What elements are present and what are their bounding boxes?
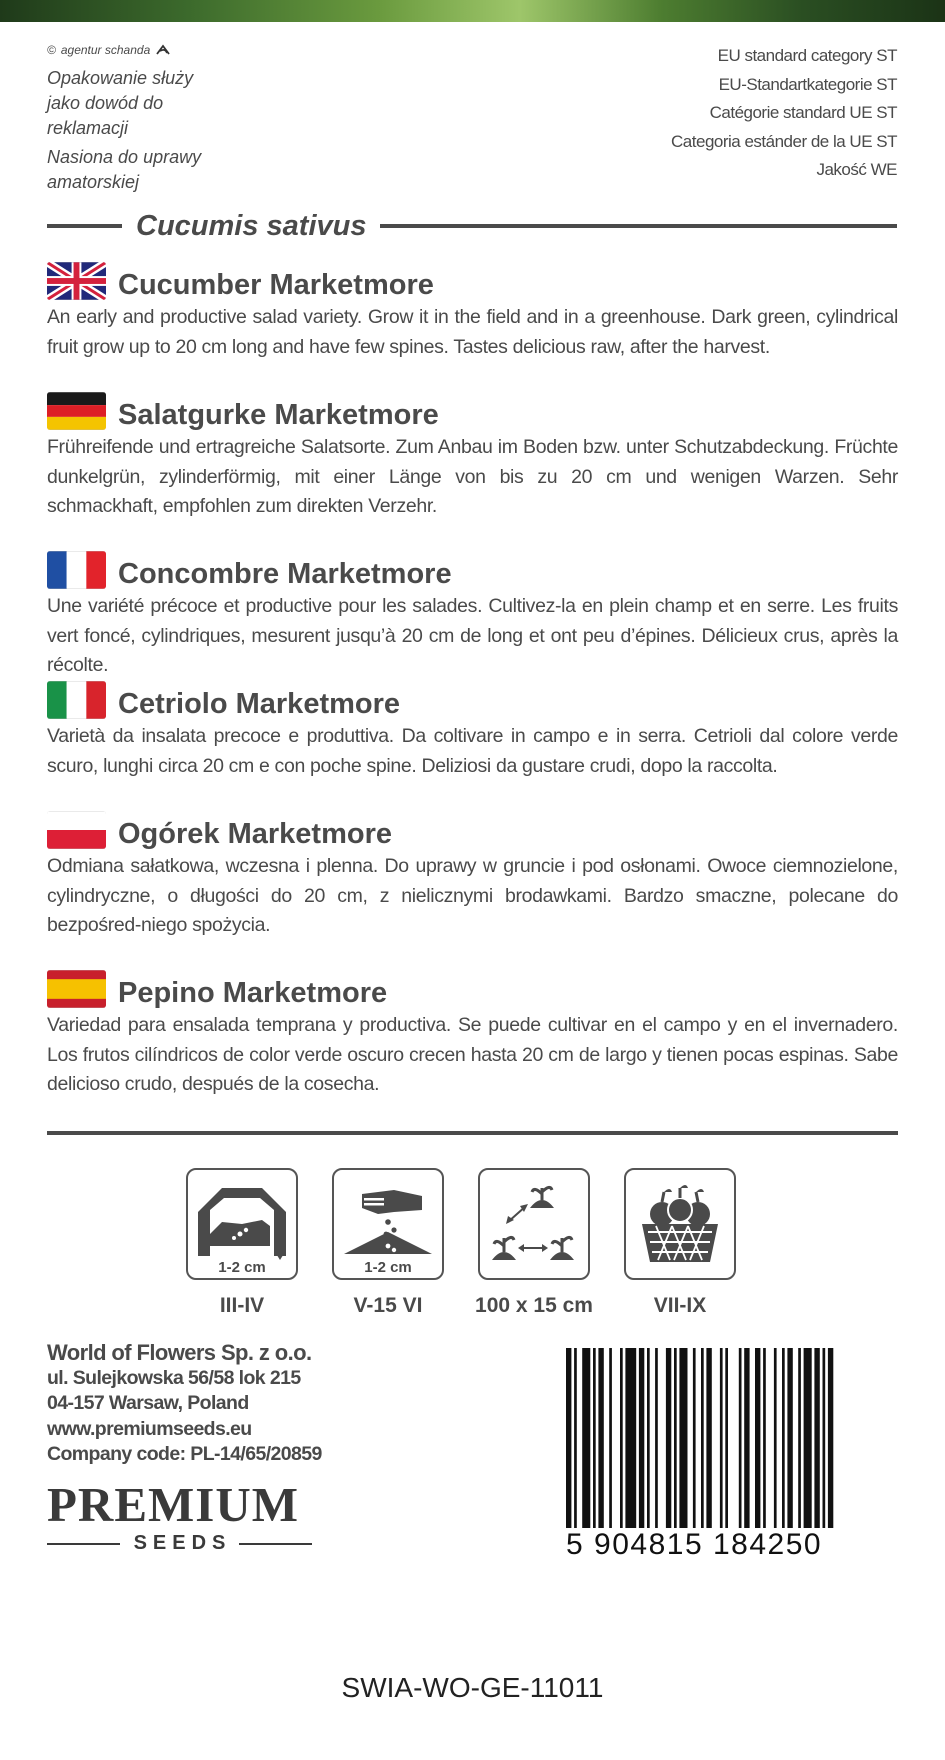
spain-flag-icon — [47, 970, 106, 1008]
section-de — [47, 392, 898, 522]
poland-flag-icon — [47, 811, 106, 849]
agency-logo-icon — [155, 44, 171, 56]
section-es — [47, 970, 898, 1100]
section-title: Ogórek Marketmore — [118, 818, 392, 850]
logo-line — [47, 1543, 120, 1545]
sowing-depth-label: 1-2 cm — [364, 1259, 412, 1276]
section-description: Varietà da insalata precoce e produttiva. Da coltivare in campo e in serra. Cetrioli dal colore verde scuro, lunghi circa 20 cm e con poche spine. Deliziosi da gustare crudi, dopo la raccolta. — [47, 725, 898, 777]
sowing-indoor-months: III-IV — [219, 1294, 265, 1317]
header-photo-strip — [0, 0, 945, 22]
latin-name-row — [47, 208, 897, 244]
sowing-depth-label: 1-2 cm — [218, 1259, 266, 1276]
section-title: Cetriolo Marketmore — [118, 688, 401, 720]
outdoor-sowing-icon — [332, 1168, 444, 1280]
sowing-outdoor-months: V-15 VI — [353, 1294, 423, 1317]
latin-name: Cucumis sativus — [136, 209, 367, 242]
section-it — [47, 681, 898, 781]
greenhouse-sowing-icon — [186, 1168, 298, 1280]
section-pl — [47, 811, 898, 941]
section-title: Salatgurke Marketmore — [118, 399, 439, 431]
divider-line — [380, 224, 897, 228]
barcode-bars — [566, 1348, 901, 1548]
header-left — [47, 42, 377, 199]
section-description: An early and productive salad variety. Grow it in the field and in a greenhouse. Dark green, cylindrical fruit grow up to 20 cm long and have few spines. Tastes delicious raw, after the harvest. — [47, 306, 898, 358]
section-title: Pepino Marketmore — [118, 977, 388, 1009]
section-en — [47, 262, 898, 362]
company-name: World of Flowers Sp. z o.o. — [47, 1340, 312, 1365]
product-code: SWIA-WO-GE-11011 — [341, 1672, 604, 1703]
italy-flag-icon — [47, 681, 106, 719]
harvest-months: VII-IX — [653, 1294, 707, 1317]
uk-flag-icon — [47, 262, 106, 300]
eu-standard-pl: Jakość WE — [816, 160, 897, 179]
icon-column — [476, 1168, 592, 1318]
address-city: 04-157 Warsaw, Poland — [47, 1392, 249, 1414]
plant-spacing-value: 100 x 15 cm — [475, 1294, 593, 1317]
section-title: Concombre Marketmore — [118, 558, 452, 590]
germany-flag-icon — [47, 392, 106, 430]
cultivation-icons — [184, 1168, 738, 1318]
section-divider — [47, 1131, 898, 1135]
company-website: www.premiumseeds.eu — [47, 1417, 252, 1440]
address-street: ul. Sulejkowska 56/58 lok 215 — [47, 1366, 301, 1389]
copyright-icon: © — [47, 43, 56, 57]
harvest-basket-icon — [624, 1168, 736, 1280]
icon-column — [622, 1168, 738, 1318]
eu-standard-fr: Catégorie standard UE ST — [709, 103, 897, 122]
amateur-note: Nasiona do uprawy amatorskiej — [47, 147, 202, 192]
section-description: Une variété précoce et productive pour les salades. Cultivez-la en plein champ et en serre. Les fruits vert foncé, cylindriques, mesurent jusqu’à 20 cm de long et ont peu d’épines. Délicieux crus, après la récolte. — [47, 595, 898, 676]
complaint-note: Opakowanie służy jako dowód do reklamacji — [47, 68, 194, 138]
barcode — [566, 1348, 901, 1561]
header-right — [537, 42, 897, 185]
icon-column — [330, 1168, 446, 1318]
eu-standard-es: Categoria estánder de la UE ST — [671, 131, 897, 151]
france-flag-icon — [47, 551, 106, 589]
section-fr — [47, 551, 898, 681]
eu-standard-de: EU-Standartkategorie ST — [718, 74, 897, 94]
section-description: Variedad para ensalada temprana y productiva. Se puede cultivar en el campo y en el invernadero. Los frutos cilíndricos de color verde oscuro crecen hasta 20 cm de largo y tienen pocas espinas. Sabe delicioso crudo, después de la cosecha. — [47, 1014, 898, 1095]
section-description: Frühreifende und ertragreiche Salatsorte. Zum Anbau im Boden bzw. unter Schutzabdeckung. Früchte dunkelgrün, zylinderförmig, mit einer Länge von bis zu 20 cm und wenigen Warzen. Sehr schmackhaft, empfohlen zum direkten Verzehr. — [47, 436, 898, 517]
logo-seeds-text: SEEDS — [133, 1532, 232, 1554]
logo-premium-text: PREMIUM — [47, 1477, 299, 1532]
copyright-text: agentur schanda — [60, 43, 151, 57]
divider-line — [47, 224, 122, 228]
section-description: Odmiana sałatkowa, wczesna i plenna. Do uprawy w gruncie i pod osłonami. Owoce ciemnozielone, cylindryczne, o długości do 20 cm, z nielicznymi brodawkami. Bardzo smaczne, polecane do bezpośred-niego spożycia. — [47, 855, 898, 936]
plant-spacing-icon — [478, 1168, 590, 1280]
company-code: Company code: PL-14/65/20859 — [47, 1443, 322, 1465]
company-address — [47, 1340, 322, 1468]
icon-column — [184, 1168, 300, 1318]
copyright-line — [47, 42, 377, 58]
barcode-digits: 5 904815 184250 — [566, 1528, 901, 1562]
section-title: Cucumber Marketmore — [118, 269, 434, 301]
eu-standard-en: EU standard category ST — [717, 46, 897, 65]
premium-seeds-logo — [47, 1477, 312, 1555]
logo-line — [239, 1543, 312, 1545]
